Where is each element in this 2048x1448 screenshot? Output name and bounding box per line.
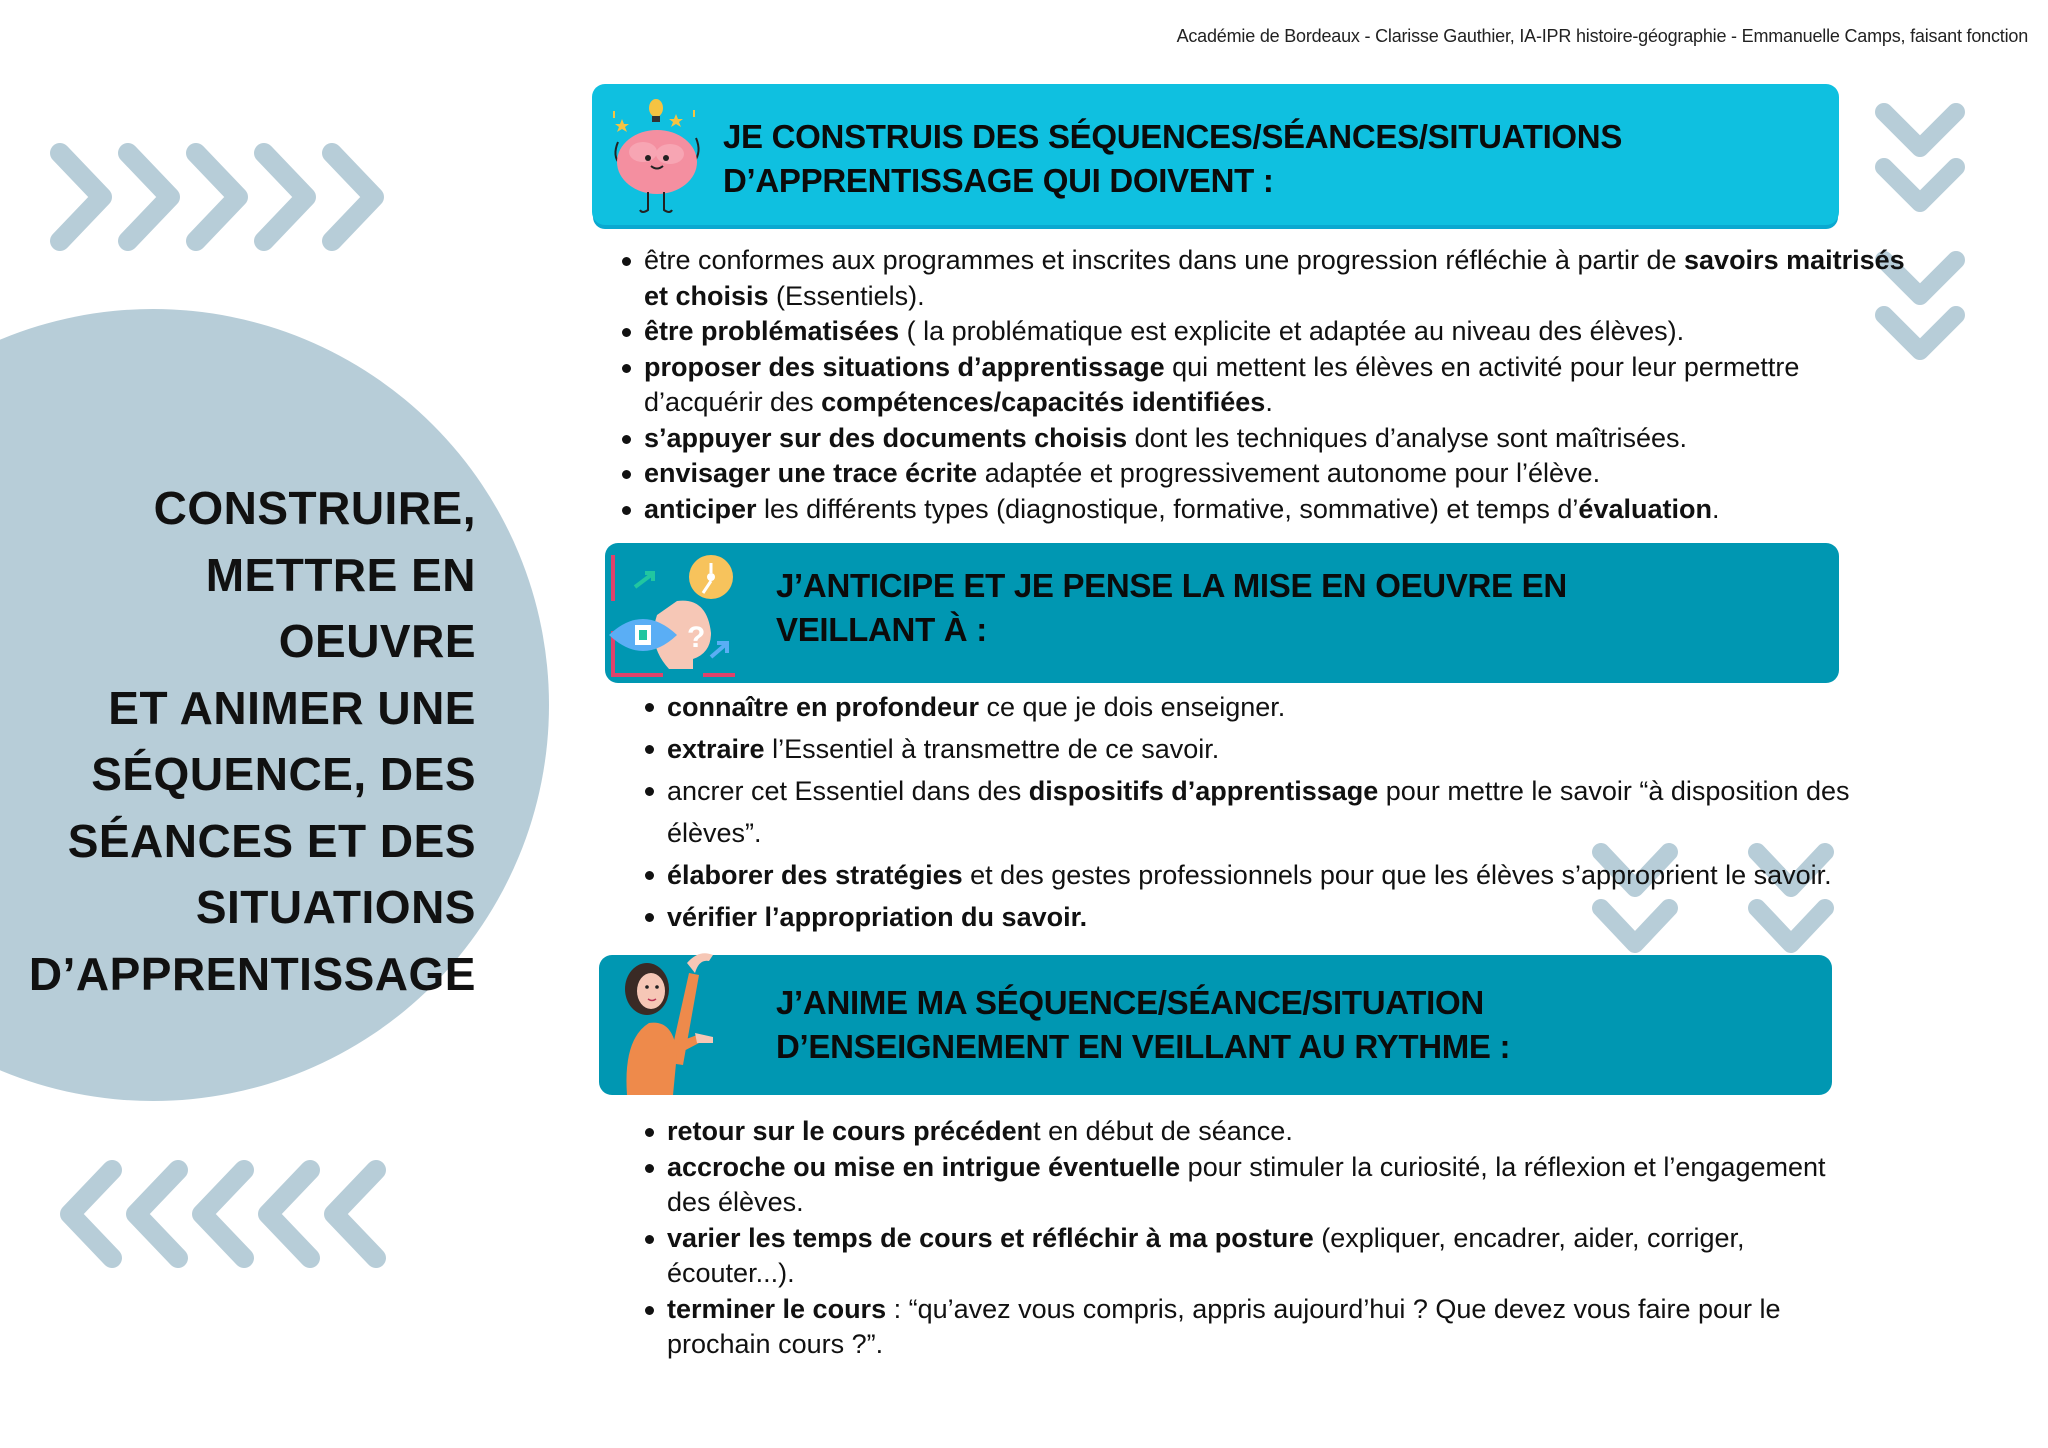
list-item: [643, 770, 1943, 854]
brain-lightbulb-icon: [598, 94, 718, 216]
list-item: [620, 492, 1920, 528]
list-item: [620, 243, 1920, 314]
page-title-line: SÉANCES ET DES: [67, 814, 476, 867]
body-text: (expliquer, encadrer, aider, corriger, écouter...).: [667, 1222, 1745, 1288]
page-title-line: ET ANIMER UNE: [108, 681, 476, 734]
body-text: qui mettent les élèves en activité pour leur permettre d’acquérir des: [644, 351, 1800, 417]
list-item: [620, 421, 1920, 457]
page-title-line: SÉQUENCE, DES: [91, 748, 476, 800]
list-item: [643, 1150, 1853, 1221]
body-text: les différents types (diagnostique, formative, sommative) et temps d’: [756, 493, 1579, 524]
emphasized-text: s’appuyer sur des documents choisis: [644, 422, 1128, 453]
emphasized-text: extraire: [667, 734, 765, 764]
presenting-woman-icon: [609, 943, 739, 1095]
page-title-line: D’APPRENTISSAGE: [28, 947, 476, 1000]
anticipate-criteria-list: [643, 686, 1943, 938]
emphasized-text: élaborer des stratégies: [667, 860, 963, 890]
emphasized-text: varier les temps de cours et réfléchir à ma posture: [667, 1222, 1314, 1253]
section-header-animate: [599, 955, 1832, 1095]
emphasized-text: évaluation: [1578, 493, 1712, 524]
section-header-anticipate: [605, 543, 1839, 683]
page-title-line: METTRE EN OEUVRE: [205, 548, 476, 667]
section-title: [723, 115, 1622, 203]
emphasized-text: accroche ou mise en intrigue éventuelle: [667, 1151, 1181, 1182]
emphasized-text: vérifier l’appropriation du savoir.: [667, 902, 1088, 932]
list-item: [620, 350, 1920, 421]
body-text: (Essentiels).: [768, 280, 925, 311]
emphasized-text: anticiper: [644, 493, 757, 524]
emphasized-text: proposer des situations d’apprentissage: [644, 351, 1165, 382]
page-title: [0, 475, 476, 1007]
section-title-line: D’APPRENTISSAGE QUI DOIVENT :: [723, 162, 1274, 199]
body-text: t en début de séance.: [1033, 1116, 1293, 1146]
body-text: ce que je dois enseigner.: [979, 692, 1286, 722]
emphasized-text: connaître en profondeur: [667, 692, 980, 722]
list-item: [643, 854, 1943, 896]
construct-criteria-list: [620, 243, 1920, 527]
section-title: [776, 981, 1510, 1069]
section-title: [776, 564, 1567, 652]
body-text: dont les techniques d’analyse sont maîtrisées.: [1127, 422, 1687, 453]
body-text: : “qu’avez vous compris, appris aujourd’hui ? Que devez vous faire pour le prochain cours ?”.: [667, 1293, 1781, 1359]
svg-text:?: ?: [687, 621, 706, 654]
section-title-line: JE CONSTRUIS DES SÉQUENCES/SÉANCES/SITUATIONS: [723, 118, 1623, 155]
list-item: [643, 728, 1943, 770]
author-credit: Académie de Bordeaux - Clarisse Gauthier, IA-IPR histoire-géographie - Emmanuelle Camps, faisant fonction: [1176, 26, 2028, 46]
emphasized-text: envisager une trace écrite: [644, 458, 978, 488]
list-item: [620, 314, 1920, 350]
section-title-line: J’ANTICIPE ET JE PENSE LA MISE EN OEUVRE EN: [776, 567, 1567, 604]
emphasized-text: terminer le cours: [667, 1293, 887, 1324]
body-text: .: [1711, 493, 1720, 524]
list-item: [643, 686, 1943, 728]
page-title-line: CONSTRUIRE,: [153, 482, 476, 534]
body-text: ancrer cet Essentiel dans des: [667, 776, 1029, 806]
body-text: l’Essentiel à transmettre de ce savoir.: [764, 734, 1220, 764]
animate-criteria-list: [643, 1114, 1853, 1363]
list-item: [643, 1292, 1853, 1363]
section-header-construct: [592, 84, 1839, 225]
page-title-line: SITUATIONS: [195, 881, 476, 933]
emphasized-text: savoirs maitrisés et choisis: [644, 245, 1905, 311]
body-text: être conformes aux programmes et inscrites dans une progression réfléchie à partir de: [644, 245, 1685, 275]
emphasized-text: dispositifs d’apprentissage: [1028, 776, 1379, 806]
body-text: adaptée et progressivement autonome pour l’élève.: [977, 458, 1601, 488]
body-text: pour stimuler la curiosité, la réflexion et l’engagement des élèves.: [667, 1151, 1826, 1217]
emphasized-text: compétences/capacités identifiées: [821, 387, 1266, 417]
list-item: [643, 1221, 1853, 1292]
section-title-line: D’ENSEIGNEMENT EN VEILLANT AU RYTHME :: [776, 1028, 1511, 1065]
emphasized-text: retour sur le cours précéden: [667, 1116, 1034, 1146]
body-text: ( la problématique est explicite et adaptée au niveau des élèves).: [899, 316, 1685, 346]
section-title-line: J’ANIME MA SÉQUENCE/SÉANCE/SITUATION: [776, 984, 1484, 1021]
body-text: .: [1265, 387, 1273, 417]
body-text: et des gestes professionnels pour que les élèves s’approprient le savoir.: [962, 860, 1832, 890]
emphasized-text: être problématisées: [644, 316, 900, 346]
right-chevrons-icon: [48, 143, 388, 251]
list-item: [643, 896, 1943, 938]
left-chevrons-icon: [58, 1160, 398, 1268]
eye-head-gear-icon: [607, 545, 747, 681]
list-item: [620, 456, 1920, 492]
section-title-line: VEILLANT À :: [776, 611, 987, 648]
list-item: [643, 1114, 1853, 1150]
body-text: pour mettre le savoir “à disposition des élèves”.: [667, 776, 1850, 848]
